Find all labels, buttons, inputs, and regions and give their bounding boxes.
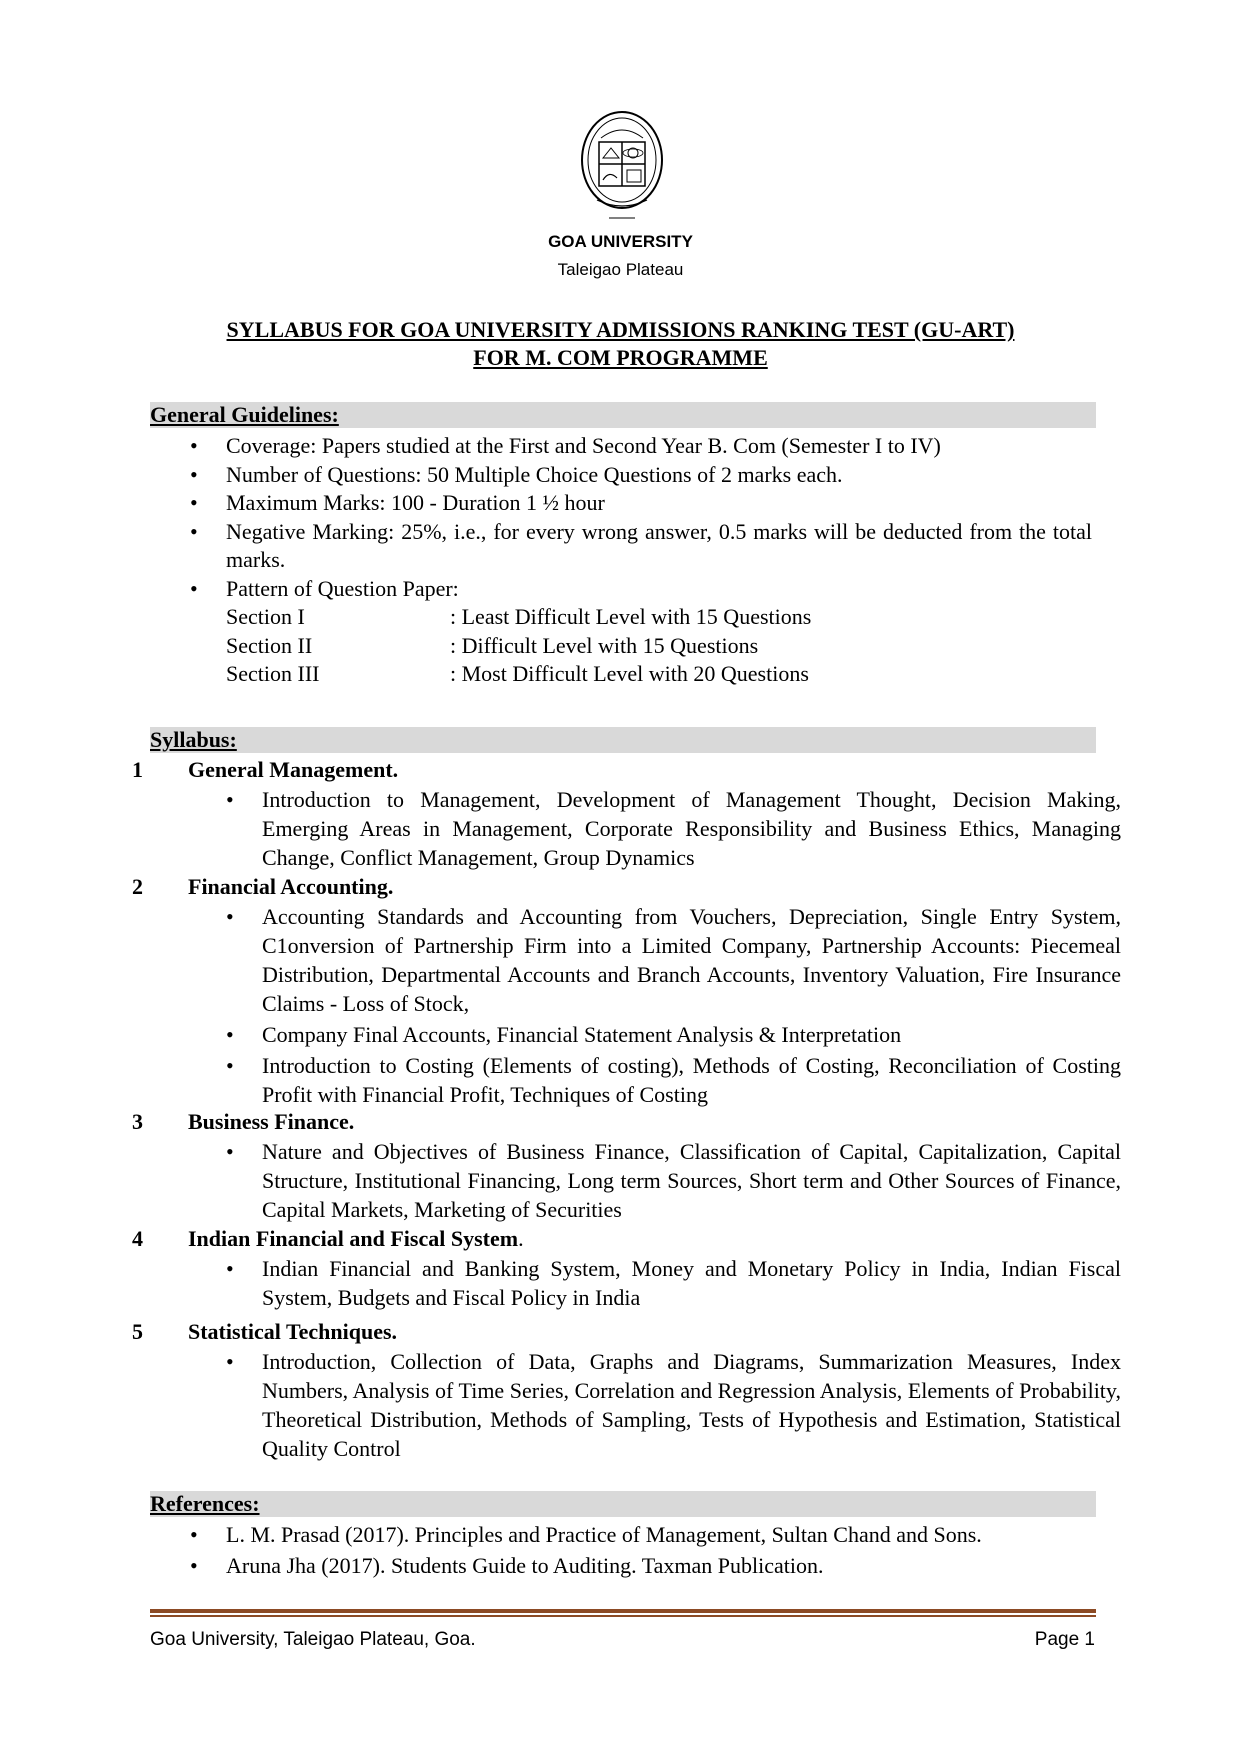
topic-content [262, 902, 1121, 1109]
reference-item: • L. M. Prasad (2017). Principles and Practice of Management, Sultan Chand and Sons. [226, 1521, 1126, 1550]
pattern-section: Section II [226, 632, 313, 658]
footer-rule [150, 1615, 1096, 1617]
topic-item: • Indian Financial and Banking System, Money and Monetary Policy in India, Indian Fiscal System, Budgets and Fiscal Policy in India [262, 1254, 1121, 1312]
pattern-desc: : Difficult Level with 15 Questions [450, 632, 759, 658]
topic-content [262, 785, 1121, 872]
topic-title-suffix: . [518, 1226, 524, 1251]
topic-item: • Introduction to Costing (Elements of costing), Methods of Costing, Reconciliation of Costing Profit with Financial Profit, Techniques of Costing [262, 1051, 1121, 1109]
guidelines-heading-bar [150, 402, 1096, 428]
topic-number: 2 [132, 874, 143, 899]
pattern-section: Section III [226, 661, 320, 686]
guideline-item: • Number of Questions: 50 Multiple Choice Questions of 2 marks each. [226, 461, 1092, 490]
guideline-item: • Coverage: Papers studied at the First and Second Year B. Com (Semester I to IV) [226, 432, 1092, 461]
topic-number: 1 [132, 757, 143, 782]
pattern-section: Section I [226, 604, 305, 629]
page-number: Page 1 [1034, 1629, 1095, 1650]
pattern-row [226, 660, 1092, 689]
guideline-item: • Maximum Marks: 100 - Duration 1 ½ hour [226, 489, 1092, 518]
topic-content [262, 1137, 1121, 1224]
university-name: GOA UNIVERSITY [548, 232, 693, 251]
topic-heading [132, 873, 393, 901]
topic-title: Indian Financial and Fiscal System [188, 1226, 519, 1251]
topic-title: Statistical Techniques. [188, 1319, 398, 1344]
topic-item: • Accounting Standards and Accounting from Vouchers, Depreciation, Single Entry System, C1onversion of Partnership Firm into a Limited Company, Partnership Accounts: Piecemeal Distribution, Departmental Accounts and Branch Accounts, Inventory Valuation, Fire Insurance Claims - Loss of Stock, [262, 902, 1121, 1018]
references-section [226, 1521, 1126, 1580]
footer-address: Goa University, Taleigao Plateau, Goa. [150, 1629, 476, 1650]
topic-number: 4 [132, 1226, 143, 1251]
guideline-item: • Negative Marking: 25%, i.e., for every wrong answer, 0.5 marks will be deducted from the total marks. [226, 518, 1092, 575]
topic-title: General Management. [188, 757, 399, 782]
topic-heading [132, 1225, 524, 1253]
syllabus-heading: Syllabus: [150, 727, 237, 752]
references-heading-bar [150, 1491, 1096, 1517]
topic-heading [132, 1318, 397, 1346]
university-emblem-icon [579, 108, 665, 226]
topic-number: 3 [132, 1109, 143, 1134]
references-heading: References: [150, 1491, 260, 1516]
pattern-desc: : Least Difficult Level with 15 Questions [450, 604, 812, 629]
university-location: Taleigao Plateau [557, 260, 684, 279]
topic-content [262, 1254, 1121, 1312]
topic-number: 5 [132, 1319, 143, 1344]
topic-title: Business Finance. [188, 1109, 355, 1134]
topic-item: • Introduction, Collection of Data, Graphs and Diagrams, Summarization Measures, Index Numbers, Analysis of Time Series, Correlation and Regression Analysis, Elements of Probability, Theoretical Distribution, Methods of Sampling, Tests of Hypothesis and Estimation, Statistical Quality Control [262, 1347, 1121, 1463]
topic-item: • Nature and Objectives of Business Finance, Classification of Capital, Capitalization, Capital Structure, Institutional Financing, Long term Sources, Short term and Other Sources of Finance, Capital Markets, Marketing of Securities [262, 1137, 1121, 1224]
topic-title: Financial Accounting. [188, 874, 394, 899]
document-title: SYLLABUS FOR GOA UNIVERSITY ADMISSIONS RANKING TEST (GU-ART) [226, 317, 1015, 342]
topic-item: • Introduction to Management, Development of Management Thought, Decision Making, Emerging Areas in Management, Corporate Responsibility and Business Ethics, Managing Change, Conflict Management, Group Dynamics [262, 785, 1121, 872]
syllabus-heading-bar [150, 727, 1096, 753]
pattern-row [226, 603, 1092, 632]
topic-heading [132, 1108, 354, 1136]
pattern-desc: : Most Difficult Level with 20 Questions [450, 661, 809, 686]
guidelines-heading: General Guidelines: [150, 402, 339, 427]
topic-heading [132, 756, 398, 784]
document-subtitle: FOR M. COM PROGRAMME [473, 345, 768, 370]
pattern-row [226, 632, 1092, 661]
footer-rule [150, 1609, 1096, 1613]
guideline-item: • Pattern of Question Paper: [226, 575, 1092, 604]
topic-item: • Company Final Accounts, Financial Statement Analysis & Interpretation [262, 1020, 1121, 1049]
guidelines-section [226, 432, 1092, 689]
reference-item: • Aruna Jha (2017). Students Guide to Auditing. Taxman Publication. [226, 1552, 1126, 1581]
topic-content [262, 1347, 1121, 1463]
